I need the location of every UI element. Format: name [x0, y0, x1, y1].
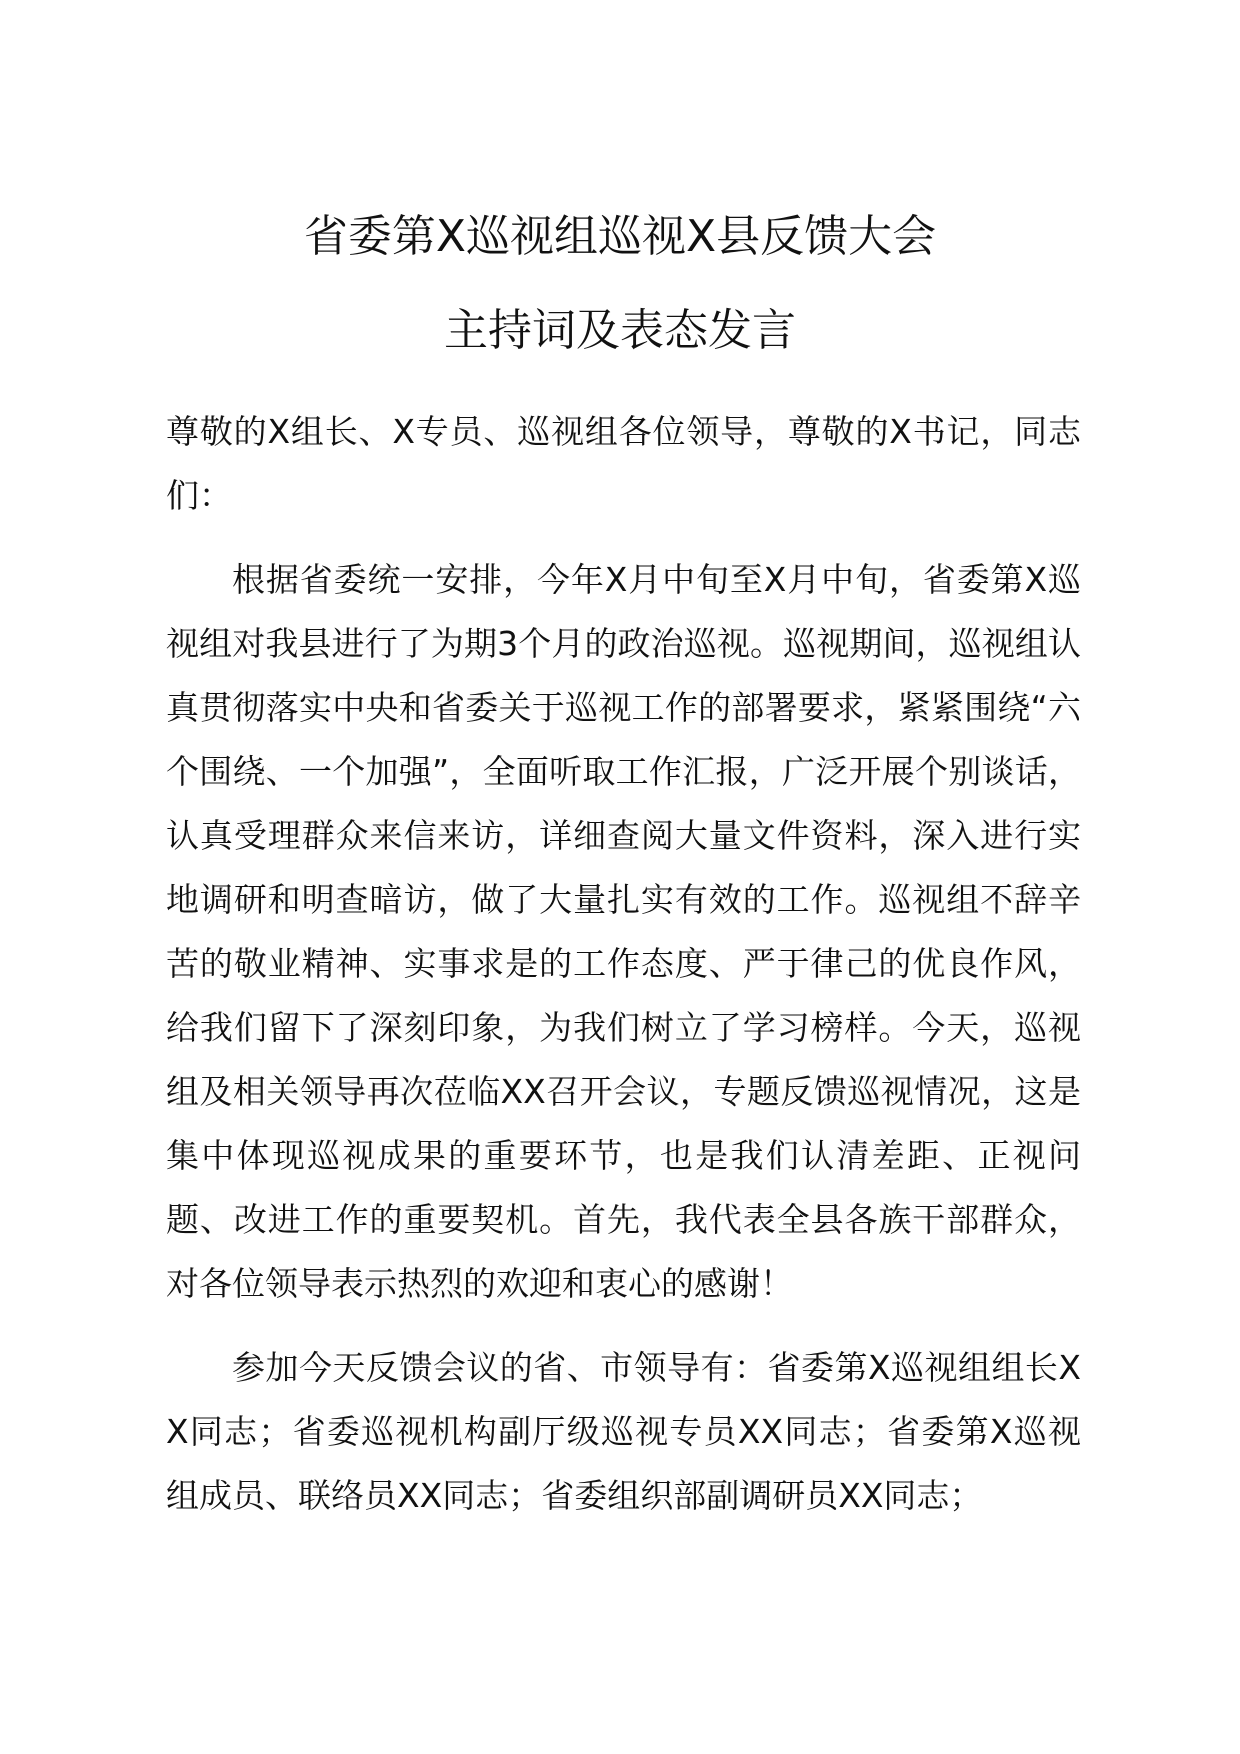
paragraph-1: 根据省委统一安排，今年X月中旬至X月中旬，省委第X巡视组对我县进行了为期3个月的政治巡视。巡视期间，巡视组认真贯彻落实中央和省委关于巡视工作的部署要求，紧紧围绕“六个围绕、一个加强”，全面听取工作汇报，广泛开展个别谈话，认真受理群众来信来访，详细查阅大量文件资料，深入进行实地调研和明查暗访，做了大量扎实有效的工作。巡视组不辞辛苦的敬业精神、实事求是的工作态度、严于律己的优良作风，给我们留下了深刻印象，为我们树立了学习榜样。今天，巡视组及相关领导再次莅临XX召开会议，专题反馈巡视情况，这是集中体现巡视成果的重要环节，也是我们认清差距、正视问题、改进工作的重要契机。首先，我代表全县各族干部群众，对各位领导表示热烈的欢迎和衷心的感谢！: [166, 560, 1081, 1303]
document-title: [160, 211, 1080, 356]
document-body: [166, 400, 1081, 1528]
title-line-2: 主持词及表态发言: [444, 305, 796, 356]
title-line-1: 省委第X巡视组巡视X县反馈大会: [303, 211, 937, 262]
paragraph-2: 参加今天反馈会议的省、市领导有：省委第X巡视组组长XX同志；省委巡视机构副厅级巡视专员XX同志；省委第X巡视组成员、联络员XX同志；省委组织部副调研员XX同志；: [166, 1348, 1081, 1515]
salutation: 尊敬的X组长、X专员、巡视组各位领导，尊敬的X书记，同志们：: [166, 412, 1081, 515]
